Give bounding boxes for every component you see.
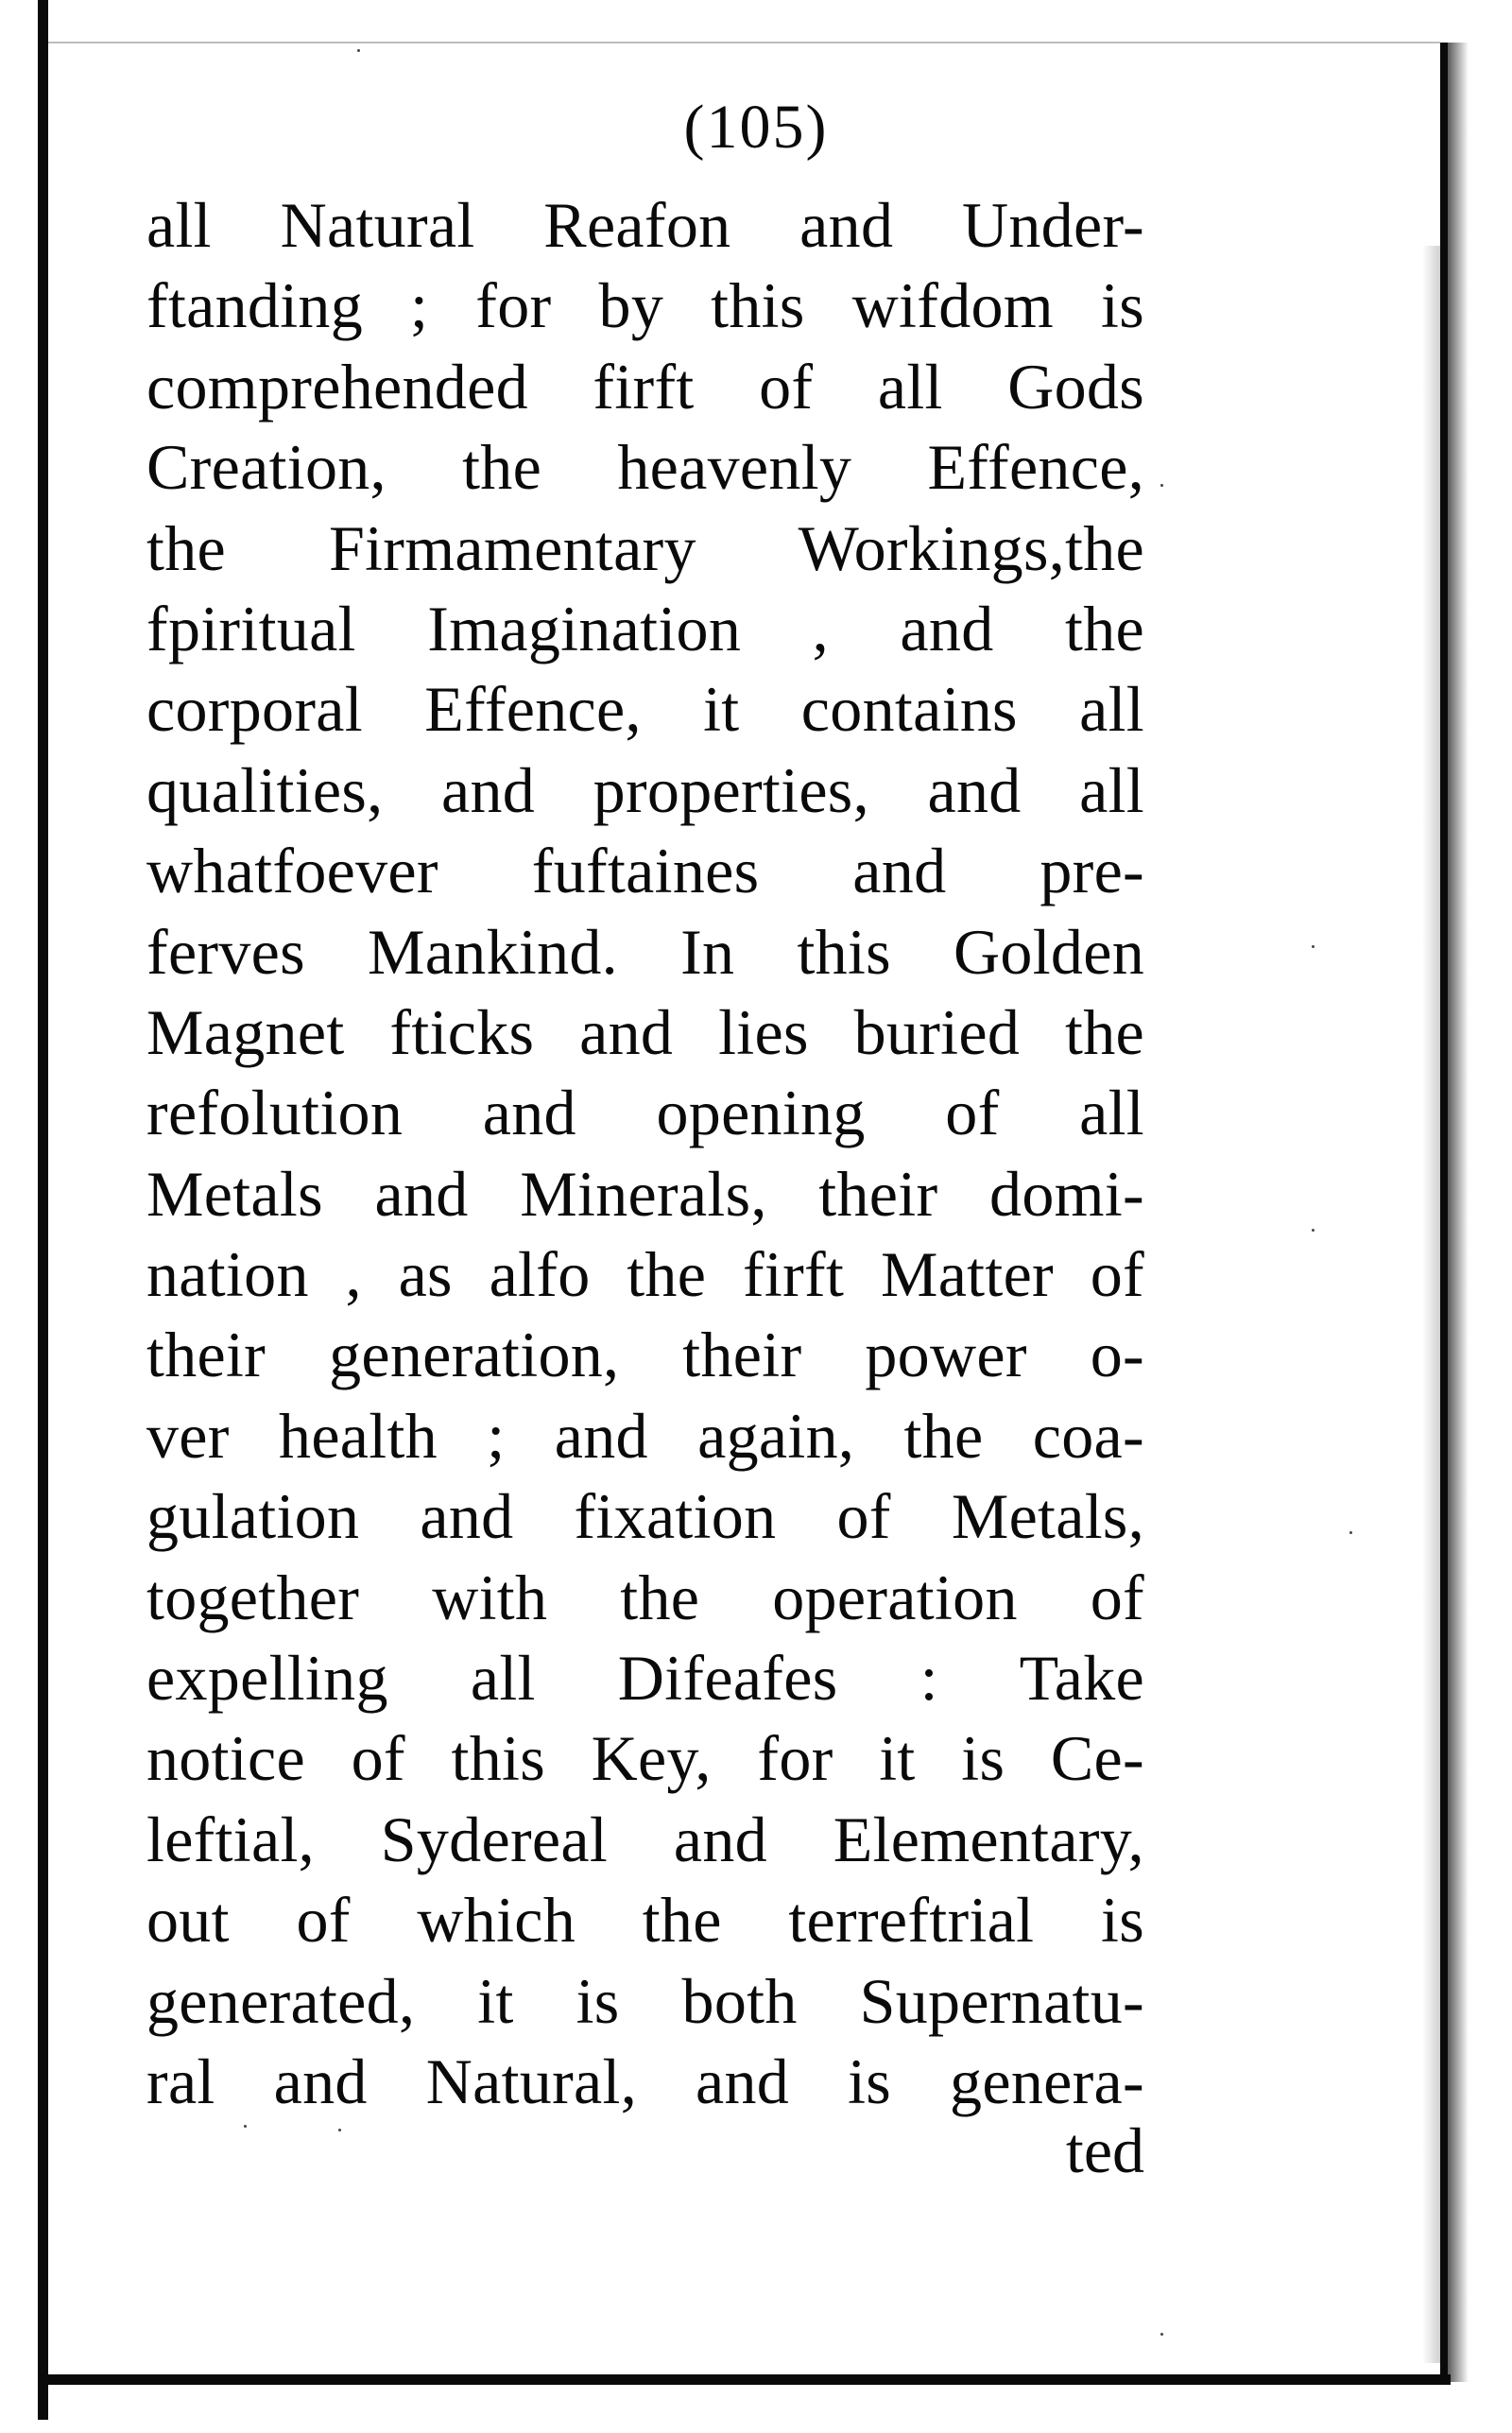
text-line: leftial, Sydereal and Elementary, (146, 1803, 1144, 1875)
text-line: Creation, the heavenly Effence, (146, 431, 1144, 504)
page-left-border (38, 0, 48, 2420)
text-line: gulation and fixation of Metals, (146, 1480, 1144, 1553)
text-line: generated, it is both Supernatu- (146, 1964, 1144, 2037)
scan-speck (1349, 1531, 1352, 1534)
text-line: together with the operation of (146, 1561, 1144, 1633)
text-line: Magnet fticks and lies buried the (146, 995, 1144, 1068)
page-top-edge (48, 42, 1440, 43)
text-line: Metals and Minerals, their domi- (146, 1157, 1144, 1230)
page-gutter-shadow (1422, 246, 1440, 2363)
text-line: fpiritual Imagination , and the (146, 592, 1144, 664)
scan-speck (357, 49, 360, 52)
page-bottom-border (38, 2374, 1451, 2385)
text-line: their generation, their power o- (146, 1319, 1144, 1391)
text-line: notice of this Key, for it is Ce- (146, 1722, 1144, 1795)
text-line: expelling all Difeafes : Take (146, 1642, 1144, 1715)
text-line: ral and Natural, and is genera- (146, 2045, 1144, 2117)
scan-speck (1160, 484, 1163, 487)
text-line: whatfoever fuftaines and pre- (146, 835, 1144, 907)
body-text (146, 185, 1144, 2122)
text-line: corporal Effence, it contains all (146, 673, 1144, 746)
text-line: all Natural Reafon and Under- (146, 189, 1144, 261)
text-line: refolution and opening of all (146, 1077, 1144, 1149)
catchword: ted (1065, 2114, 1144, 2186)
text-line: ftanding ; for by this wifdom is (146, 269, 1144, 342)
text-line: comprehended firft of all Gods (146, 350, 1144, 423)
text-line: out of which the terreftrial is (146, 1884, 1144, 1957)
page-right-border (1440, 43, 1448, 2382)
text-line: ferves Mankind. In this Golden (146, 915, 1144, 988)
scan-speck (1160, 2333, 1163, 2336)
text-line: qualities, and properties, and all (146, 753, 1144, 826)
text-line: ver health ; and again, the coa- (146, 1399, 1144, 1472)
scan-speck (1312, 945, 1314, 948)
page-number: (105) (683, 93, 829, 162)
scan-speck (1312, 1229, 1314, 1232)
text-line: nation , as alfo the firft Matter of (146, 1238, 1144, 1311)
text-line: the Firmamentary Workings,the (146, 511, 1144, 584)
page-right-edge-shadow (1448, 43, 1469, 2382)
